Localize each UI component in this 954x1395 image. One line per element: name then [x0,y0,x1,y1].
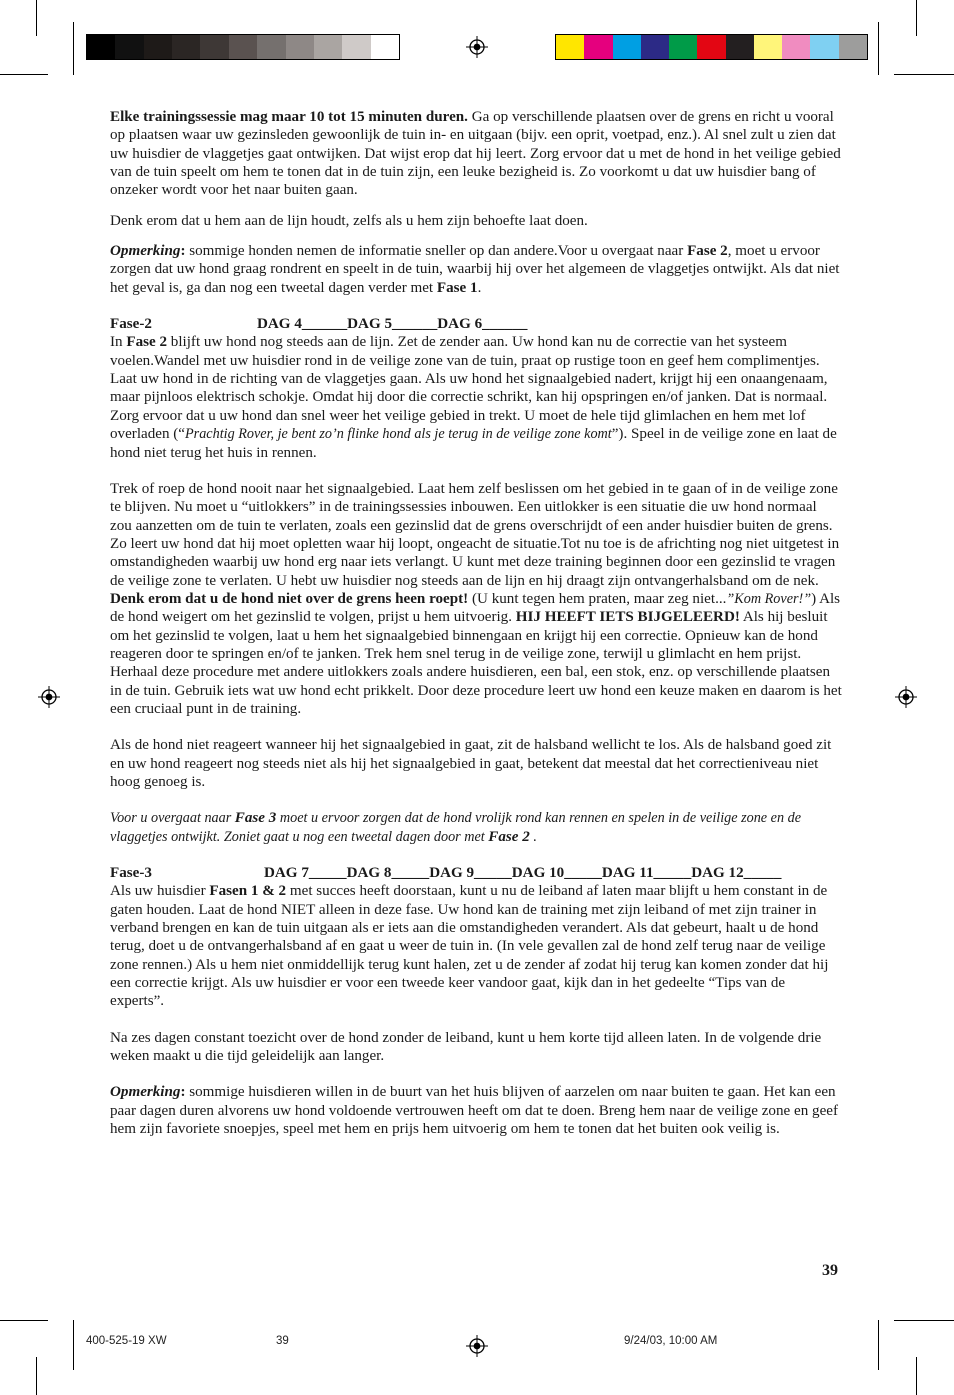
color-swatch [584,35,612,59]
phase-2-heading [110,315,842,333]
body-text: Als hij besluit om het gezinslid te volgen, laat u hem het signaalgebied binnengaan en krijgt hij een correctie. Opnieuw kan de hond reageren door te springen en/of te janken. Trek hem snel terug in de veilige zone, terwijl u glimlacht en hem prijst. Herhaal deze procedure met andere uitlokkers zoals andere huisdieren, een bal, een stok, enz. op verschillende plaatsen in de tuin. Gebruik iets wat uw hond echt prikkelt. Door deze procedure leert uw hond een keuze maken en daarom is het een cruciaal punt in de training. [110,609,842,717]
phase-days: DAG 7_____DAG 8_____DAG 9_____DAG 10_____DAG 11_____DAG 12_____ [264,865,782,882]
color-swatch [200,35,228,59]
color-swatch [229,35,257,59]
phase-3-heading [110,864,842,882]
color-swatch [286,35,314,59]
color-swatch [669,35,697,59]
note-label: Opmerking [110,243,181,260]
color-swatch [342,35,370,59]
paragraph-before-phase-3 [110,809,842,846]
paragraph-six-days: Na zes dagen constant toezicht over de hond zonder de leiband, kunt u hem korte tijd alleen laten. In de volgende drie weken maakt u die tijd geleidelijk aan langer. [110,1029,822,1065]
paragraph-phase-3 [110,882,842,1010]
body-text: (U kunt tegen hem praten, maar zeg niet... [468,590,727,607]
registration-mark-icon [38,686,60,708]
page-body [110,108,842,1139]
crop-mark [894,1320,954,1321]
color-swatch [115,35,143,59]
bold-text: Fasen 1 & 2 [209,883,287,900]
body-text: ) Als de hond weigert om het gezinslid te volgen, prijst u hem uitvoerig. [110,590,841,626]
crop-mark [0,74,48,75]
paragraph-phase-2 [110,333,842,461]
body-text: . [477,279,482,296]
color-swatch [556,35,584,59]
paragraph-collar: Als de hond niet reageert wanneer hij het signaalgebied in gaat, zit de halsband wellicht te los. Als de halsband goed zit en uw hond reageert nog steeds niet als hij het signaalgebied in gaat, betekent dat meestal dat het correctieniveau niet hoog genoeg is. [110,737,832,790]
body-text: blijft uw hond nog steeds aan de lijn. Zet de zender aan. Uw hond kan nu de correctie van het systeem voelen.Wandel met uw huisdier rond in de veilige zone van de tuin, praat op rustige toon en geef hem complimentjes. Laat uw hond in de richting van de vlaggetjes gaan. Als uw hond het signaalgebied nadert, krijgt hij een onaangenaam, maar pijnloos elektrisch schokje. Omdat hij door die correctie schrikt, kan hij opspringen en/of janken. Dat is normaal. Zorg ervoor dat u uw hond dan snel weer het veilige gebied in trekt. U moet de hele tijd glimlachen en hem met lof overladen (“ [110,334,828,443]
color-swatch [87,35,115,59]
color-swatch [726,35,754,59]
body-text: , moet u ervoor zorgen dat uw hond graag rondrent en speelt in de tuin, waarbij hij over het algemeen de vlaggetjes ontwijkt. Als dat niet het geval is, ga dan nog een tweetal dagen verder met [110,243,840,296]
bold-text: Fase 2 [126,334,168,351]
bold-italic-text: Fase 3 [234,810,277,827]
page-number: 39 [822,1262,838,1279]
body-text: Als uw huisdier [110,883,210,900]
body-text: sommige huisdieren willen in de buurt van het huis blijven of aarzelen om naar buiten te gaan. Het kan een paar dagen duren alvorens uw hond voldoende vertrouwen heeft om dat te doen. Breng hem naar de veilige zone en geef hem zijn favoriete snoepjes, speel met hem en prijs hem uitvoerig om hem te tonen dat het buiten ook veilig is. [110,1084,838,1138]
color-swatch [839,35,867,59]
process-color-bar [555,34,868,60]
registration-mark-icon [466,1335,488,1357]
slug-job-id: 400-525-19 XW [86,1335,167,1347]
bold-text: HIJ HEEFT IETS BIJGELEERD! [515,609,740,626]
paragraph-note-1 [110,242,842,297]
body-text: ”). Speel in de veilige zone en laat de hond niet terug het huis in rennen. [110,426,837,461]
body-text: Ga op verschillende plaatsen over de grens en richt u vooral op plaatsen waar uw gezinsleden gewoonlijk de tuin in- en uitgaan (bijv. een oprit, voetpad, enz.). Al snel zult u zien dat uw huisdier de vlaggetjes gaat ontwijken. Dat wijst erop dat hij leert. Zorg ervoor dat u met de hond in het veilige gebied van de tuin speelt om hem te tonen dat in de tuin zijn, een leuke bezigheid is. Zo voorkomt u dat uw huisdier bang of onzeker wordt voor het naar buiten gaan. [110,109,841,199]
color-swatch [754,35,782,59]
color-swatch [697,35,725,59]
note-label: Opmerking [110,1084,181,1101]
bold-italic-text: Fase 2 [488,828,530,845]
crop-mark [878,1320,879,1370]
crop-mark [878,22,879,75]
grayscale-color-bar [86,34,400,60]
registration-mark-icon [895,686,917,708]
color-swatch [371,35,399,59]
crop-mark [73,1320,74,1370]
color-swatch [314,35,342,59]
crop-mark [916,0,917,36]
crop-mark [36,1357,37,1395]
crop-mark [36,0,37,36]
note-colon: : [180,1084,186,1101]
color-swatch [144,35,172,59]
italic-text: Voor u overgaat naar [110,810,235,827]
body-text: Trek of roep de hond nooit naar het signaalgebied. Laat hem zelf beslissen om het gebied in te gaan of in de veilige zone te blijven. Nu moet u “uitlokkers” in de trainingssessies inbouwen. Een uitlokker is een situatie die uw hond normaal zou aanzetten om de tuin te verlaten, zoals een gezinslid dat de grens overschrijdt of een ander huisdier buiten de grens. Zo leert uw hond dat hij moet opletten waar hij loopt, ongeacht de situatie.Tot nu toe is de africhting nog niet uitgetest in omstandigheden waarbij uw hond erg naar iets verlangt. U kunt met deze training beginnen door een gezinslid te vragen de veilige zone te verlaten. U hebt uw huisdier nog steeds aan de lijn en hij draagt zijn ontvangerhalsband om de nek. [110,480,840,589]
paragraph-note-2 [110,1083,842,1138]
crop-mark [73,22,74,75]
italic-text: . [529,828,537,845]
slug-page: 39 [276,1335,289,1347]
registration-mark-icon [466,36,488,58]
paragraph-lures [110,480,842,718]
italic-text: moet u ervoor zorgen dat de hond vrolijk rond kan rennen en spelen in de veilige zone en de vlaggetjes ontwijkt. Zoniet gaat u nog een tweetal dagen door met [110,810,801,845]
crop-mark [0,1320,48,1321]
bold-text: Elke trainingssessie mag maar 10 tot 15 minuten duren. [110,109,468,125]
color-swatch [172,35,200,59]
body-text: met succes heeft doorstaan, kunt u nu de leiband af laten maar blijft u hem constant in de gaten houden. Laat de hond NIET alleen in deze fase. Uw hond kan de training met zijn leiband of met zijn trainer in verband brengen en kan de tuin uitgaan als er iets aan die omstandigheden verandert. Als dat gebeurt, haalt u de hond terug, doet u de ontvangerhalsband af en gaat u weer de tuin in. (In vele gevallen zal de hond zelf terug naar de veilige zone rennen.) Als u hem niet onmiddellijk terug kunt halen, zet u de zender af zodat hij terug kan komen zonder dat hij een correctie krijgt. Als uw huisdier er voor een tweede keer vandoor gaat, kijk dan in het gedeelte “Tips van de experts”. [110,883,829,1010]
italic-text: ”Kom Rover!” [726,590,812,607]
bold-text: Denk erom dat u de hond niet over de grens heen roept! [110,590,469,607]
slug-date: 9/24/03, 10:00 AM [624,1335,718,1347]
note-colon: : [180,243,186,260]
bold-text: Fase 1 [436,279,478,296]
body-text: In [110,334,127,351]
bold-text: Fase 2 [687,243,728,260]
color-swatch [613,35,641,59]
body-text: sommige honden nemen de informatie sneller op dan andere.Voor u overgaat naar [185,243,688,260]
phase-title: Fase-2 [110,316,152,333]
phase-title: Fase-3 [110,865,152,882]
paragraph-session-length [110,108,842,200]
italic-text: Prachtig Rover, je bent zo’n flinke hond als je terug in de veilige zone komt [185,426,612,443]
color-swatch [641,35,669,59]
color-swatch [257,35,285,59]
color-swatch [810,35,838,59]
crop-mark [894,74,954,75]
paragraph-leash: Denk erom dat u hem aan de lijn houdt, zelfs als u hem zijn behoefte laat doen. [110,212,588,229]
phase-days: DAG 4______DAG 5______DAG 6______ [257,316,528,333]
color-swatch [782,35,810,59]
crop-mark [916,1357,917,1395]
